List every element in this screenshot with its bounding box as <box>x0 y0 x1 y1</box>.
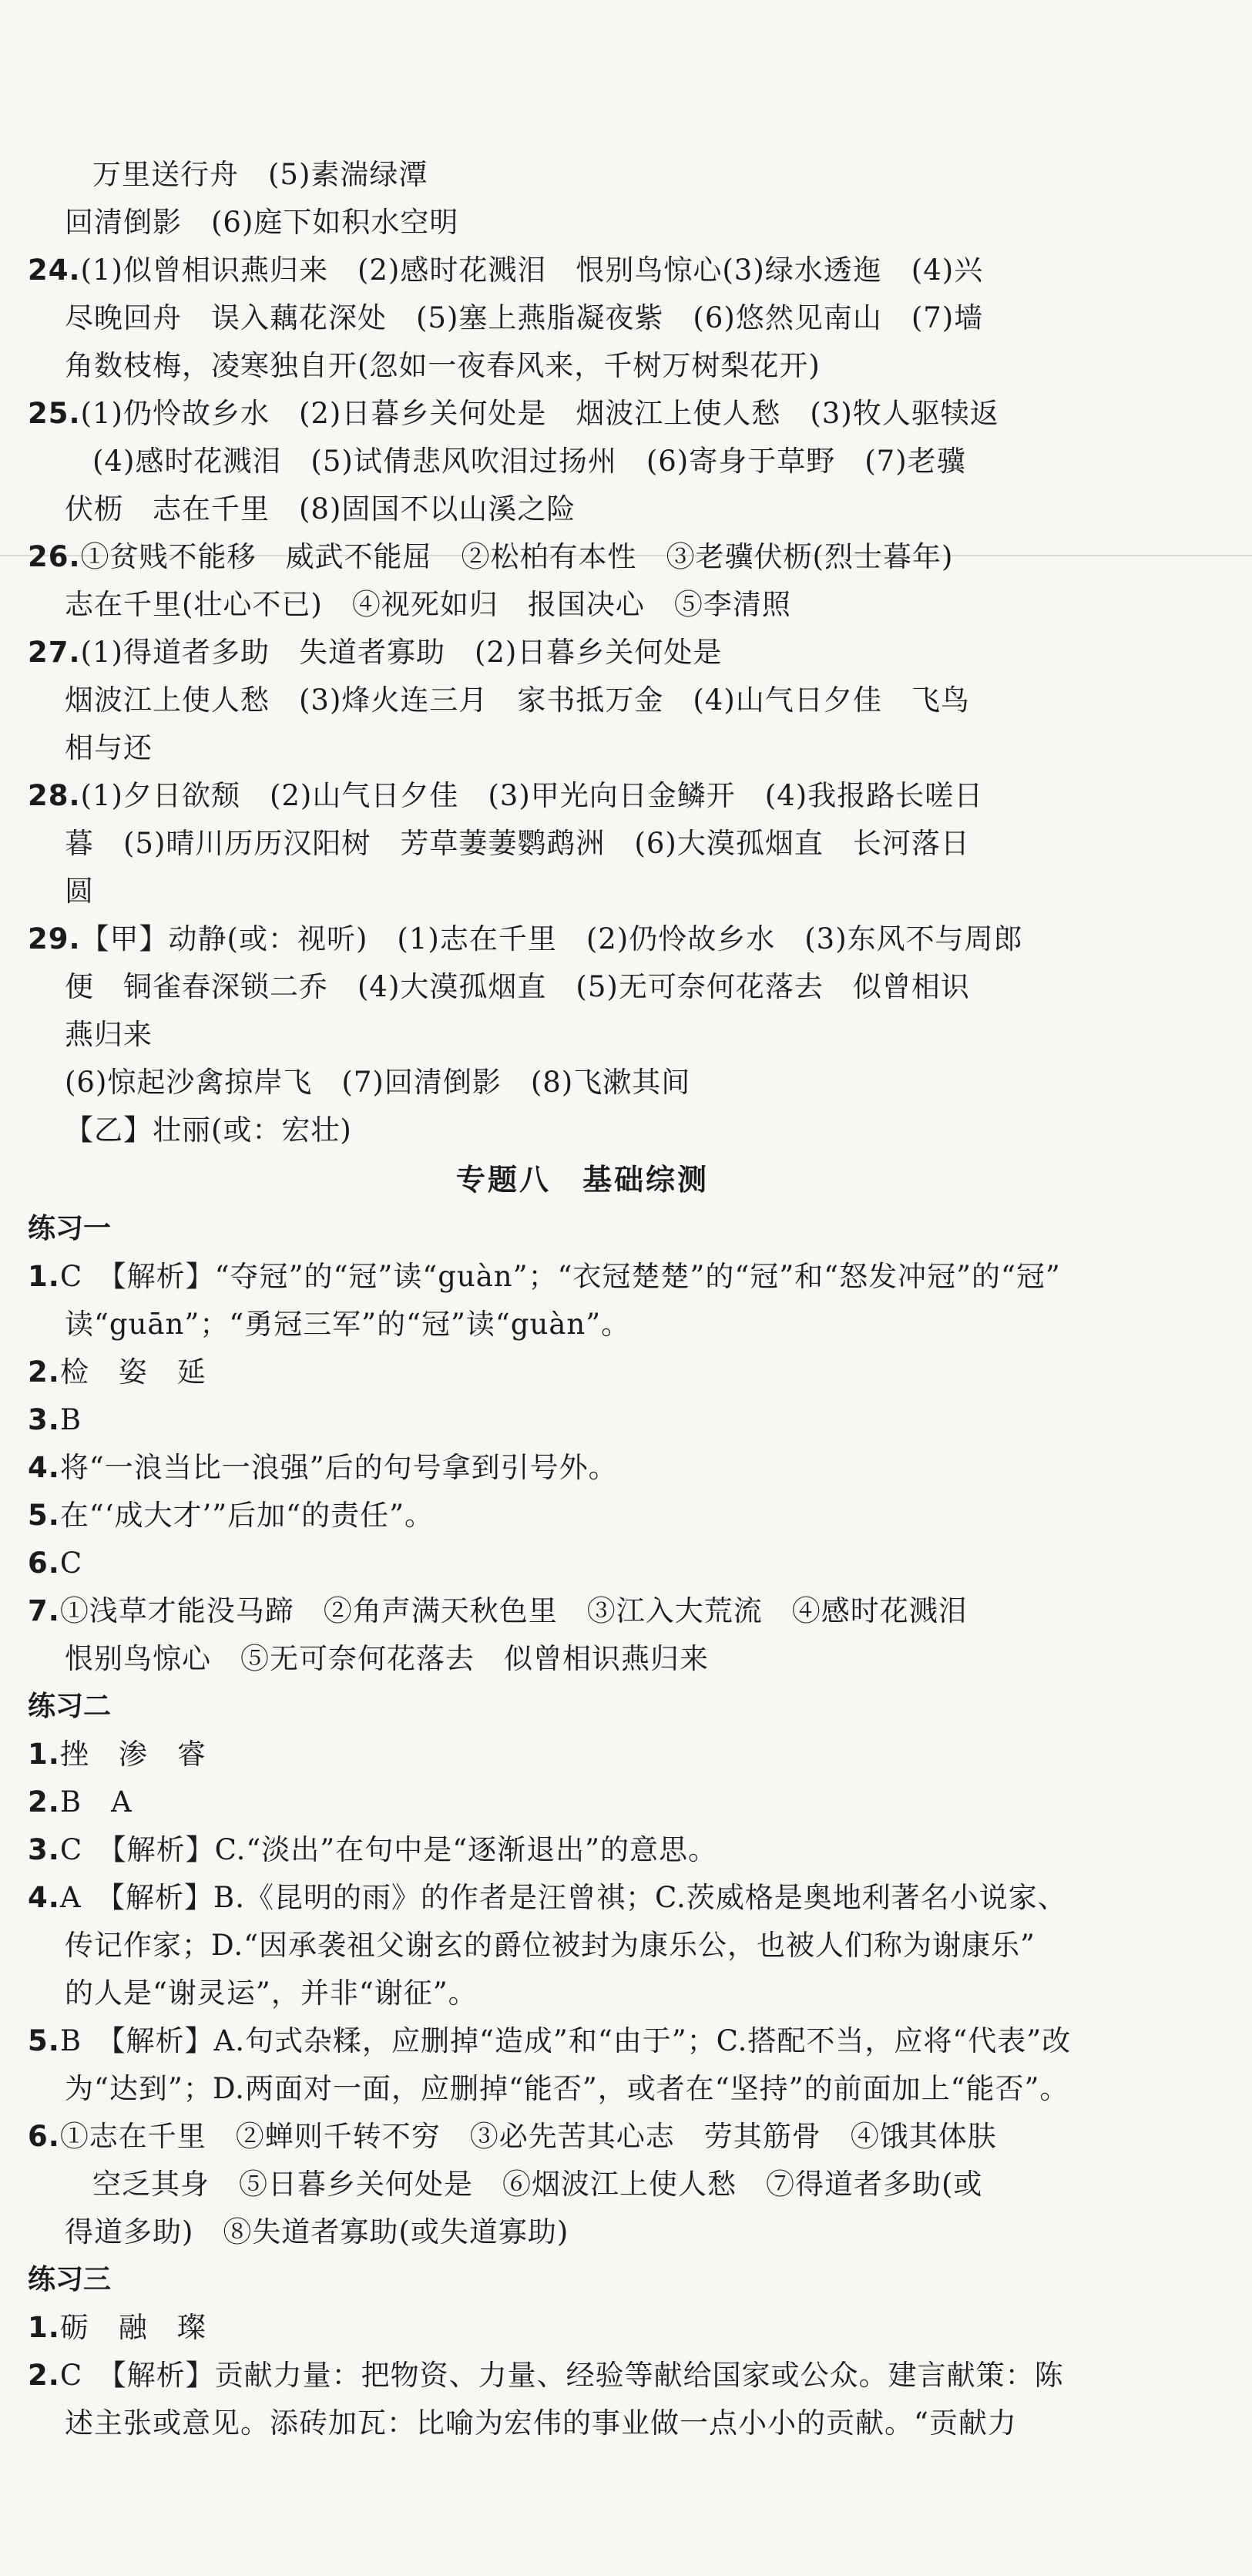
question-number: 2. <box>28 1785 60 1819</box>
answer-line <box>28 915 1106 963</box>
answer-line <box>28 2208 1106 2256</box>
answer-line <box>28 1731 1106 1778</box>
answer-line <box>28 1970 1106 2017</box>
answer-line <box>28 1396 1106 1444</box>
answer-text: 万里送行舟 (5)素湍绿潭 <box>92 158 428 191</box>
answer-text: ①浅草才能没马蹄 ②角声满天秋色里 ③江入大荒流 ④感时花溅泪 <box>59 1594 968 1627</box>
answer-text: (4)感时花溅泪 (5)试倩悲风吹泪过扬州 (6)寄身于草野 (7)老骥 <box>92 445 966 478</box>
answer-line <box>28 1922 1106 1970</box>
answer-line <box>28 2161 1106 2208</box>
answer-text: B 【解析】A.句式杂糅，应删掉“造成”和“由于”；C.搭配不当，应将“代表”改 <box>59 2024 1072 2057</box>
answer-text: 烟波江上使人愁 (3)烽火连三月 家书抵万金 (4)山气日夕佳 飞鸟 <box>65 683 970 717</box>
answer-text: (1)夕日欲颓 (2)山气日夕佳 (3)甲光向日金鳞开 (4)我报路长嗟日 <box>80 779 984 812</box>
practice-title: 练习二 <box>28 1691 112 1722</box>
answer-line <box>28 2113 1106 2161</box>
answer-text: 恨别鸟惊心 ⑤无可奈何花落去 似曾相识燕归来 <box>65 1642 709 1675</box>
answer-line <box>28 1301 1106 1348</box>
answer-text: C <box>59 1547 83 1580</box>
question-number: 1. <box>28 1260 60 1293</box>
answer-line <box>28 151 1106 199</box>
answer-text: 尽晚回舟 误入藕花深处 (5)塞上燕脂凝夜紫 (6)悠然见南山 (7)墙 <box>65 301 984 334</box>
answer-text: 伏枥 志在千里 (8)固国不以山溪之险 <box>65 492 576 526</box>
answer-text: B A <box>59 1785 133 1819</box>
answer-content <box>28 151 1106 2447</box>
answer-text: 【甲】动静(或：视听) (1)志在千里 (2)仍怜故乡水 (3)东风不与周郎 <box>80 922 1023 956</box>
practice-title: 练习一 <box>28 1213 112 1244</box>
answer-text: 志在千里(壮心不已) ④视死如归 报国决心 ⑤李清照 <box>65 588 791 621</box>
answer-line <box>28 1778 1106 1826</box>
answer-line <box>28 199 1106 247</box>
answer-line <box>28 868 1106 915</box>
answer-text: 圆 <box>65 875 94 908</box>
answer-line <box>28 533 1106 581</box>
answer-line <box>28 485 1106 533</box>
answer-text: ①贫贱不能移 威武不能屈 ②松柏有本性 ③老骥伏枥(烈士暮年) <box>80 540 954 573</box>
answer-line <box>28 677 1106 724</box>
answer-text: A 【解析】B.《昆明的雨》的作者是汪曾祺；C.茨威格是奥地利著名小说家、 <box>59 1881 1067 1914</box>
answer-text: 燕归来 <box>65 1018 153 1051</box>
answer-text: 将“一浪当比一浪强”后的句号拿到引号外。 <box>59 1451 618 1484</box>
question-number: 27. <box>28 636 81 669</box>
question-number: 5. <box>28 2024 60 2057</box>
answer-line <box>28 1107 1106 1154</box>
question-number: 24. <box>28 254 81 287</box>
question-number: 25. <box>28 397 81 430</box>
answer-line <box>28 2352 1106 2400</box>
answer-line <box>28 581 1106 629</box>
answer-text: (1)得道者多助 失道者寡助 (2)日暮乡关何处是 <box>80 636 723 669</box>
answer-text: B <box>59 1403 82 1436</box>
answer-text: 传记作家；D.“因承袭祖父谢玄的爵位被封为康乐公，也被人们称为谢康乐” <box>65 1929 1036 1962</box>
answer-line <box>28 1587 1106 1635</box>
answer-line <box>28 438 1106 485</box>
answer-text: 读“guān”；“勇冠三军”的“冠”读“guàn”。 <box>65 1308 631 1341</box>
question-number: 4. <box>28 1881 60 1914</box>
question-number: 28. <box>28 779 81 812</box>
question-number: 3. <box>28 1833 60 1866</box>
question-number: 7. <box>28 1594 60 1627</box>
answer-line <box>28 629 1106 677</box>
question-number: 2. <box>28 2359 60 2392</box>
answer-text: 砺 融 璨 <box>59 2311 206 2344</box>
answer-line <box>28 772 1106 820</box>
answer-text: 检 姿 延 <box>59 1355 206 1389</box>
answer-line <box>28 724 1106 772</box>
answer-line <box>28 1635 1106 1683</box>
answer-text: 暮 (5)晴川历历汉阳树 芳草萋萋鹦鹉洲 (6)大漠孤烟直 长河落日 <box>65 827 970 860</box>
answer-text: 的人是“谢灵运”，并非“谢征”。 <box>65 1977 478 2010</box>
answer-text: C 【解析】贡献力量：把物资、力量、经验等献给国家或公众。建言献策：陈 <box>59 2359 1064 2392</box>
answer-text: 为“达到”；D.两面对一面，应删掉“能否”，或者在“坚持”的前面加上“能否”。 <box>65 2072 1069 2105</box>
answer-text: (1)似曾相识燕归来 (2)感时花溅泪 恨别鸟惊心(3)绿水透迤 (4)兴 <box>80 254 984 287</box>
answer-line <box>28 294 1106 342</box>
question-number: 4. <box>28 1451 60 1484</box>
question-number: 5. <box>28 1499 60 1532</box>
practice-title: 练习三 <box>28 2264 112 2296</box>
answer-line <box>28 390 1106 438</box>
question-number: 1. <box>28 2311 60 2344</box>
answer-text: C 【解析】C.“淡出”在句中是“逐渐退出”的意思。 <box>59 1833 718 1866</box>
answer-line <box>28 1826 1106 1874</box>
answer-text: 便 铜雀春深锁二乔 (4)大漠孤烟直 (5)无可奈何花落去 似曾相识 <box>65 970 970 1003</box>
answer-line <box>28 342 1106 390</box>
answer-line <box>28 1011 1106 1059</box>
answer-text: 得道多助) ⑧失道者寡助(或失道寡助) <box>65 2215 569 2249</box>
answer-text: 在“‘成大才’”后加“的责任”。 <box>59 1499 434 1532</box>
answer-line <box>28 1444 1106 1492</box>
answer-line <box>28 2304 1106 2352</box>
answer-text: 述主张或意见。添砖加瓦：比喻为宏伟的事业做一点小小的贡献。“贡献力 <box>65 2406 1017 2440</box>
answer-line <box>28 1874 1106 1922</box>
question-number: 26. <box>28 540 81 573</box>
section-title: 专题八 基础综测 <box>455 1163 709 1197</box>
question-number: 1. <box>28 1738 60 1771</box>
question-number: 3. <box>28 1403 60 1436</box>
answer-text: (1)仍怜故乡水 (2)日暮乡关何处是 烟波江上使人愁 (3)牧人驱犊返 <box>80 397 999 430</box>
answer-line <box>28 1059 1106 1107</box>
answer-line <box>28 820 1106 868</box>
answer-text: 回清倒影 (6)庭下如积水空明 <box>65 206 459 239</box>
answer-line <box>28 1253 1106 1301</box>
answer-text: 【乙】壮丽(或：宏壮) <box>65 1113 352 1147</box>
question-number: 6. <box>28 1547 60 1580</box>
answer-text: 角数枝梅，凌寒独自开(忽如一夜春风来，千树万树梨花开) <box>65 349 821 382</box>
answer-line <box>28 1540 1106 1587</box>
question-number: 2. <box>28 1355 60 1389</box>
answer-text: 挫 渗 睿 <box>59 1738 206 1771</box>
answer-line <box>28 2400 1106 2447</box>
answer-line <box>28 2017 1106 2065</box>
answer-text: 空乏其身 ⑤日暮乡关何处是 ⑥烟波江上使人愁 ⑦得道者多助(或 <box>92 2168 983 2201</box>
answer-text: 相与还 <box>65 731 153 764</box>
answer-text: (6)惊起沙禽掠岸飞 (7)回清倒影 (8)飞漱其间 <box>65 1066 691 1099</box>
answer-line <box>28 963 1106 1011</box>
question-number: 6. <box>28 2120 60 2153</box>
question-number: 29. <box>28 922 81 956</box>
answer-text: ①志在千里 ②蝉则千转不穷 ③必先苦其心志 劳其筋骨 ④饿其体肤 <box>59 2120 997 2153</box>
answer-text: C 【解析】“夺冠”的“冠”读“guàn”；“衣冠楚楚”的“冠”和“怒发冲冠”的“冠” <box>59 1260 1061 1293</box>
answer-line <box>28 1348 1106 1396</box>
answer-line <box>28 247 1106 294</box>
answer-line <box>28 2065 1106 2113</box>
answer-line <box>28 1492 1106 1540</box>
